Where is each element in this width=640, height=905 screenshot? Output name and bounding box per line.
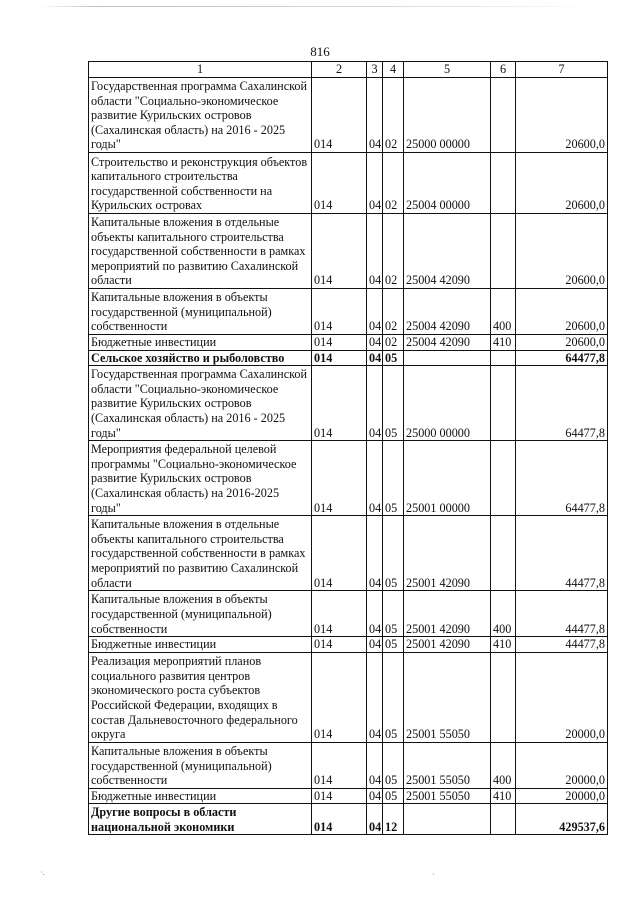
section-cell: 04 [367,335,383,351]
section-cell: 04 [367,214,383,289]
row-name-cell: Капитальные вложения в отдельные объекты капитального строительства государственной собственности в рамках мероприятий по развитию Сахалинской области [89,214,312,289]
amount-cell: 429537,6 [516,804,608,835]
amount-cell: 44477,8 [516,591,608,637]
column-header: 1 [89,62,312,78]
scan-top-edge [40,6,600,7]
section-cell: 04 [367,78,383,153]
row-name-cell: Сельское хозяйство и рыболовство [89,350,312,366]
subsection-cell: 05 [383,788,404,804]
row-name-cell: Строительство и реконструкция объектов капитального строительства государственной собственности на Курильских островах [89,153,312,214]
expense-type-cell [491,153,516,214]
column-header: 5 [404,62,491,78]
section-cell: 04 [367,516,383,591]
column-header: 2 [312,62,367,78]
table-row [89,516,608,591]
ministry-code-cell: 014 [312,591,367,637]
amount-cell: 44477,8 [516,637,608,653]
amount-cell: 20000,0 [516,742,608,788]
ministry-code-cell: 014 [312,637,367,653]
expense-type-cell [491,78,516,153]
row-name-cell: Капитальные вложения в отдельные объекты капитального строительства государственной собственности в рамках мероприятий по развитию Сахалинской области [89,516,312,591]
expense-type-cell [491,441,516,516]
section-cell: 04 [367,289,383,335]
ministry-code-cell: 014 [312,788,367,804]
target-article-cell: 25004 42090 [404,289,491,335]
target-article-cell: 25000 00000 [404,366,491,441]
row-name-cell: Капитальные вложения в объекты государственной (муниципальной) собственности [89,289,312,335]
amount-cell: 44477,8 [516,516,608,591]
target-article-cell: 25004 42090 [404,335,491,351]
section-cell: 04 [367,441,383,516]
row-name-cell: Бюджетные инвестиции [89,335,312,351]
section-cell: 04 [367,591,383,637]
expense-type-cell [491,366,516,441]
table-row [89,350,608,366]
column-header: 6 [491,62,516,78]
scan-speck: · [432,870,435,879]
target-article-cell: 25001 00000 [404,441,491,516]
table-row [89,788,608,804]
table-row [89,804,608,835]
expense-type-cell [491,652,516,742]
subsection-cell: 02 [383,335,404,351]
section-cell: 04 [367,153,383,214]
table-row [89,591,608,637]
page-number: 816 [310,44,330,59]
ministry-code-cell: 014 [312,289,367,335]
ministry-code-cell: 014 [312,366,367,441]
table-row [89,289,608,335]
ministry-code-cell: 014 [312,350,367,366]
expense-type-cell: 400 [491,289,516,335]
section-cell: 04 [367,804,383,835]
expense-type-cell [491,516,516,591]
row-name-cell: Государственная программа Сахалинской области "Социально-экономическое развитие Курильских островов (Сахалинская область) на 2016 - 2025 годы" [89,366,312,441]
amount-cell: 20600,0 [516,335,608,351]
table-row [89,153,608,214]
ministry-code-cell: 014 [312,516,367,591]
section-cell: 04 [367,788,383,804]
expense-type-cell [491,350,516,366]
subsection-cell: 02 [383,289,404,335]
table-row [89,335,608,351]
ministry-code-cell: 014 [312,78,367,153]
table-row [89,78,608,153]
section-cell: 04 [367,637,383,653]
amount-cell: 20600,0 [516,289,608,335]
target-article-cell: 25001 55050 [404,742,491,788]
row-name-cell: Другие вопросы в области национальной экономики [89,804,312,835]
row-name-cell: Реализация мероприятий планов социального развития центров экономического роста субъектов Российской Федерации, входящих в состав Дальневосточного федерального округа [89,652,312,742]
ministry-code-cell: 014 [312,153,367,214]
table-row [89,652,608,742]
ministry-code-cell: 014 [312,652,367,742]
ministry-code-cell: 014 [312,441,367,516]
ministry-code-cell: 014 [312,804,367,835]
target-article-cell: 25001 42090 [404,591,491,637]
subsection-cell: 05 [383,652,404,742]
amount-cell: 20000,0 [516,652,608,742]
target-article-cell: 25001 55050 [404,652,491,742]
amount-cell: 20600,0 [516,153,608,214]
target-article-cell: 25001 42090 [404,516,491,591]
target-article-cell: 25004 00000 [404,153,491,214]
table-row [89,637,608,653]
target-article-cell: 25001 55050 [404,788,491,804]
row-name-cell: Бюджетные инвестиции [89,637,312,653]
table-row [89,366,608,441]
ministry-code-cell: 014 [312,742,367,788]
amount-cell: 20600,0 [516,78,608,153]
subsection-cell: 05 [383,366,404,441]
row-name-cell: Капитальные вложения в объекты государственной (муниципальной) собственности [89,591,312,637]
expense-type-cell [491,214,516,289]
table-row [89,214,608,289]
expense-type-cell: 410 [491,788,516,804]
subsection-cell: 05 [383,742,404,788]
subsection-cell: 05 [383,591,404,637]
expense-type-cell [491,804,516,835]
subsection-cell: 05 [383,516,404,591]
section-cell: 04 [367,366,383,441]
subsection-cell: 05 [383,637,404,653]
scan-speck: ·. [40,868,45,877]
table-row [89,441,608,516]
subsection-cell: 05 [383,350,404,366]
section-cell: 04 [367,742,383,788]
row-name-cell: Капитальные вложения в объекты государственной (муниципальной) собственности [89,742,312,788]
column-header: 4 [383,62,404,78]
expense-type-cell: 410 [491,335,516,351]
subsection-cell: 05 [383,441,404,516]
subsection-cell: 02 [383,78,404,153]
subsection-cell: 02 [383,214,404,289]
ministry-code-cell: 014 [312,335,367,351]
target-article-cell [404,350,491,366]
amount-cell: 64477,8 [516,366,608,441]
expense-type-cell: 400 [491,742,516,788]
expense-type-cell: 410 [491,637,516,653]
target-article-cell: 25001 42090 [404,637,491,653]
table-header-row [89,62,608,78]
subsection-cell: 02 [383,153,404,214]
expense-type-cell: 400 [491,591,516,637]
column-header: 3 [367,62,383,78]
target-article-cell [404,804,491,835]
amount-cell: 20600,0 [516,214,608,289]
budget-table [88,61,608,835]
ministry-code-cell: 014 [312,214,367,289]
row-name-cell: Бюджетные инвестиции [89,788,312,804]
section-cell: 04 [367,350,383,366]
amount-cell: 20000,0 [516,788,608,804]
row-name-cell: Мероприятия федеральной целевой программы "Социально-экономическое развитие Курильских островов (Сахалинская область) на 2016-2025 годы" [89,441,312,516]
subsection-cell: 12 [383,804,404,835]
section-cell: 04 [367,652,383,742]
column-header: 7 [516,62,608,78]
table-row [89,742,608,788]
target-article-cell: 25000 00000 [404,78,491,153]
row-name-cell: Государственная программа Сахалинской области "Социально-экономическое развитие Курильских островов (Сахалинская область) на 2016 - 2025 годы" [89,78,312,153]
amount-cell: 64477,8 [516,350,608,366]
target-article-cell: 25004 42090 [404,214,491,289]
amount-cell: 64477,8 [516,441,608,516]
